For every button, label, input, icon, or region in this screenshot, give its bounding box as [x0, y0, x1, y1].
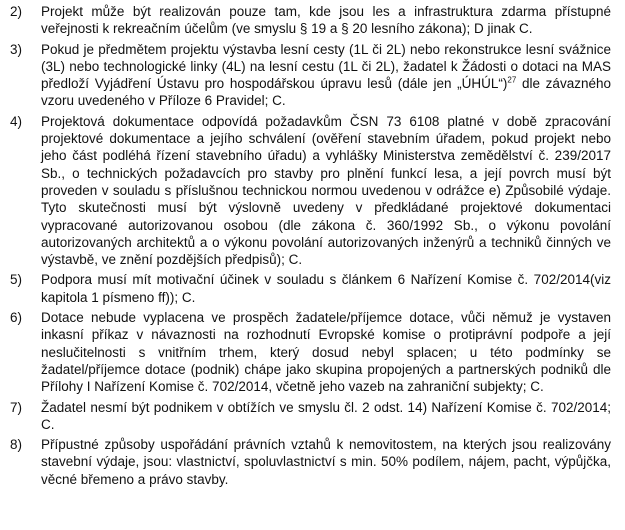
item-number: 6) — [10, 310, 23, 326]
item-text-content: Projektová dokumentace odpovídá požadavkům ČSN 73 6108 platné v době zpracování projektové dokumentace a jejího schválení (ověření stavebním úřadem, pokud projekt nebo jeho část podléhá řízení stavebního úřadu) a vyhlášky Ministerstva zemědělství č. 239/2017 Sb., o technických požadavcích pro stavby pro plnění funkcí lesa, a její povrch musí být proveden v souladu s příslušnou technickou normou uvedenou v odrážce e) Způsobilé výdaje. Tyto skutečnosti musí být výslovně uvedeny v předkládané projektové dokumentaci vypracované autorizovanou osobou (dle zákona č. 360/1992 Sb., o výkonu povolání autorizovaných architektů a o výkonu povolání autorizovaných inženýrů a techniků činných ve výstavbě, ve znění pozdějších předpisů); C. — [41, 113, 611, 268]
list-item-7 — [0, 399, 625, 434]
list-item-4 — [0, 113, 625, 269]
item-number: 5) — [10, 272, 23, 288]
item-text — [41, 309, 611, 395]
item-text-content-continued: dle závazného vzoru uvedeného v Příloze 6 Pravidel; C. — [41, 76, 611, 109]
item-number: 8) — [10, 437, 23, 453]
item-number: 7) — [10, 399, 23, 415]
item-number: 2) — [10, 4, 23, 19]
item-text-content: Přípustné způsoby uspořádání právních vztahů k nemovitostem, na kterých jsou realizovány stavební výdaje, jsou: vlastnictví, spoluvlastnictví s min. 50% podílem, nájem, pacht, výpůjčka, věcné břemeno a právo stavby. — [41, 437, 611, 487]
list-item-2 — [0, 3, 625, 38]
item-text-content: Žadatel nesmí být podnikem v obtížích ve smyslu čl. 2 odst. 14) Nařízení Komise č. 702/2014; C. — [41, 399, 611, 432]
list-item-6 — [0, 309, 625, 395]
item-number: 3) — [10, 41, 23, 57]
item-number: 4) — [10, 113, 23, 129]
item-text — [41, 271, 611, 306]
item-text — [41, 436, 611, 488]
list-item-5 — [0, 271, 625, 306]
item-text-content: Dotace nebude vyplacena ve prospěch žadatele/příjemce dotace, vůči němuž je vystaven inkasní příkaz v návaznosti na rozhodnutí Evropské komise o protiprávní podpoře a její neslučitelnosti s vnitřním trhem, který dosud nebyl splacen; u této podmínky se žadatel/příjemce dotace (podnik) chápe jako skupina propojených a partnerských podniků dle Přílohy I Nařízení Komise č. 702/2014, včetně jeho vazeb na zahraniční subjekty; C. — [41, 310, 611, 395]
item-text — [41, 41, 611, 110]
item-text — [41, 113, 611, 269]
conditions-list — [0, 3, 625, 491]
item-text-content: Pokud je předmětem projektu výstavba lesní cesty (1L či 2L) nebo rekonstrukce lesní svážnice (3L) nebo technologické linky (4L) na lesní cestu (1L či 2L), žadatel k Žádosti o dotaci na MAS předloží Vyjádření Ústavu pro hospodářskou úpravu lesů (dále jen „ÚHÚL“) — [41, 41, 611, 92]
item-text — [41, 399, 611, 434]
list-item-3 — [0, 41, 625, 110]
list-item-8 — [0, 436, 625, 488]
item-text-content: Projekt může být realizován pouze tam, kde jsou les a infrastruktura zdarma přístupné veřejnosti k rekreačním účelům (ve smyslu § 19 a § 20 lesního zákona); D jinak C. — [41, 4, 611, 37]
item-text-content: Podpora musí mít motivační účinek v souladu s článkem 6 Nařízení Komise č. 702/2014(viz kapitola 1 písmeno ff)); C. — [41, 272, 611, 305]
item-text — [41, 3, 611, 38]
footnote-ref[interactable]: 27 — [507, 75, 517, 85]
